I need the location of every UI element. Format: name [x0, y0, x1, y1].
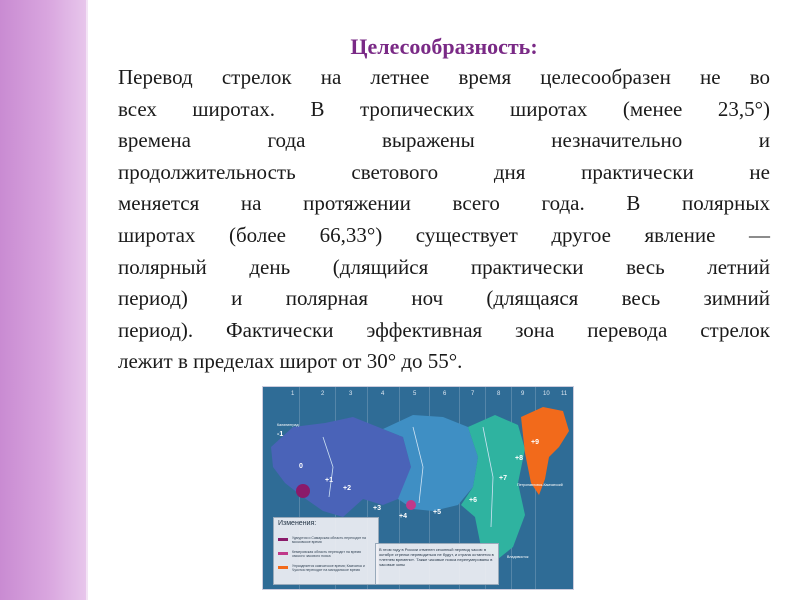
- city-label: Владивосток: [507, 555, 529, 559]
- zone-offset: +4: [399, 513, 407, 520]
- zone-number: 7: [471, 391, 475, 397]
- zone-offset: 0: [299, 463, 303, 470]
- zone-offset: -1: [277, 431, 284, 438]
- zone-offset: +3: [373, 505, 381, 512]
- paragraph-line: Перевод стрелок на летнее время целесообразен не во: [118, 65, 770, 89]
- paragraph-line: времена года выражены незначительно и: [118, 128, 770, 153]
- paragraph-line: лежит в пределах широт от 30° до 55°.: [118, 349, 463, 374]
- paragraph-line: продолжительность светового дня практически не: [118, 159, 770, 184]
- zone-number: 2: [321, 391, 325, 397]
- legend-swatch: [278, 552, 288, 555]
- city-label: Калининград: [277, 423, 299, 427]
- paragraph-line: меняется на протяжении всего года. В полярных: [118, 191, 770, 216]
- zone-offset: +9: [531, 439, 539, 446]
- zone-number: 1: [291, 391, 295, 397]
- zone-offset: +5: [433, 509, 441, 516]
- zone-number: 8: [497, 391, 501, 397]
- zone-offset: +1: [325, 477, 333, 484]
- legend-swatch: [278, 566, 288, 569]
- side-decoration-band: [0, 0, 88, 600]
- slide-paragraph: [118, 62, 770, 378]
- time-zone-map: [262, 386, 574, 590]
- zone-number: 5: [413, 391, 417, 397]
- legend-title: Изменения:: [278, 520, 317, 527]
- legend-swatch: [278, 538, 288, 541]
- zone-number: 3: [349, 391, 353, 397]
- legend-row: Удмуртия и Самарская область переходят на московское время: [292, 536, 366, 544]
- zone-number: 9: [521, 391, 525, 397]
- slide-title: Целесообразность:: [350, 34, 538, 59]
- paragraph-line: период). Фактически эффективная зона перевода стрелок: [118, 317, 770, 342]
- paragraph-line: всех широтах. В тропических широтах (менее 23,5°): [118, 96, 770, 121]
- zone-offset: +6: [469, 497, 477, 504]
- zone-offset: +8: [515, 455, 523, 462]
- zone-number: 6: [443, 391, 447, 397]
- paragraph-line: широтах (более 66,33°) существует другое явление —: [118, 222, 770, 247]
- map-note: В этом году в России отменен сезонный перевод часов: в октябре стрелки переводиться не будут, и страна останется в «летнем времени». Также часовые пояса перенумерованы в часовые зоны: [375, 543, 499, 585]
- zone-number: 4: [381, 391, 385, 397]
- paragraph-line: период) и полярная ноч (длящаяся весь зимний: [118, 286, 770, 311]
- zone-offset: +2: [343, 485, 351, 492]
- paragraph-line: полярный день (длящийся практически весь летний: [118, 254, 770, 279]
- legend-row: Упраздняется камчатское время; Камчатка и Чукотка переходят на магаданское время: [292, 564, 365, 572]
- zone-number: 11: [561, 391, 568, 397]
- zone-number: 10: [543, 391, 550, 397]
- city-label: Петропавловск-Камчатский: [517, 483, 563, 487]
- legend-row: Кемеровская область переходит на время омского часового пояса: [292, 550, 361, 558]
- zone-offset: +7: [499, 475, 507, 482]
- map-legend: [273, 517, 379, 585]
